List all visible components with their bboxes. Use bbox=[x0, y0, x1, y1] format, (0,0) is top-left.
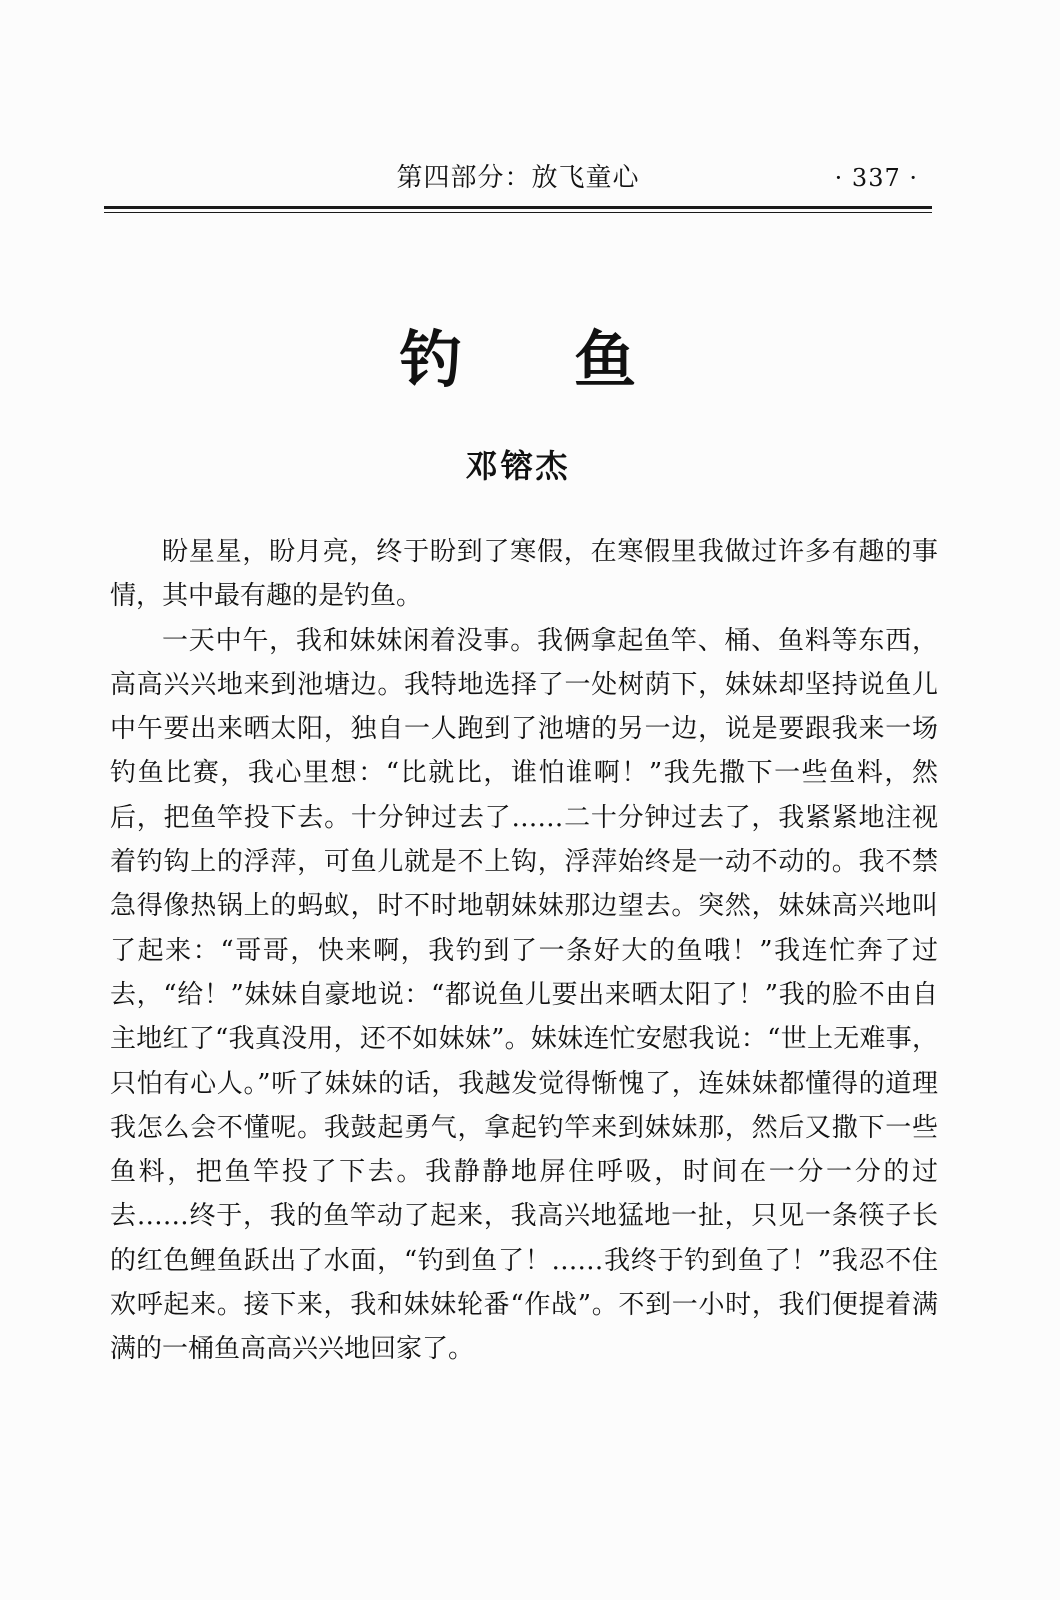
article-body bbox=[110, 530, 938, 1372]
article-title: 钓鱼 bbox=[399, 323, 748, 396]
header-rule-thick bbox=[104, 206, 932, 209]
page-number: · 337 · bbox=[834, 164, 918, 192]
article-author: 邓镕杰 bbox=[465, 447, 571, 485]
paragraph: 盼星星，盼月亮，终于盼到了寒假，在寒假里我做过许多有趣的事情，其中最有趣的是钓鱼。 bbox=[110, 537, 938, 612]
running-header bbox=[104, 160, 932, 196]
header-rule-thin bbox=[104, 212, 932, 213]
section-title: 第四部分：放飞童心 bbox=[396, 163, 640, 193]
paragraph: 一天中午，我和妹妹闲着没事。我俩拿起鱼竿、桶、鱼料等东西，高高兴兴地来到池塘边。我特地选择了一处树荫下，妹妹却坚持说鱼儿中午要出来晒太阳，独自一人跑到了池塘的另一边，说是要跟我来一场钓鱼比赛，我心里想：“比就比，谁怕谁啊！”我先撒下一些鱼料，然后，把鱼竿投下去。十分钟过去了……二十分钟过去了，我紧紧地注视着钓钩上的浮萍，可鱼儿就是不上钩，浮萍始终是一动不动的。我不禁急得像热锅上的蚂蚁，时不时地朝妹妹那边望去。突然，妹妹高兴地叫了起来：“哥哥，快来啊，我钓到了一条好大的鱼哦！”我连忙奔了过去，“给！”妹妹自豪地说：“都说鱼儿要出来晒太阳了！”我的脸不由自主地红了“我真没用，还不如妹妹”。妹妹连忙安慰我说：“世上无难事，只怕有心人。”听了妹妹的话，我越发觉得惭愧了，连妹妹都懂得的道理我怎么会不懂呢。我鼓起勇气，拿起钓竿来到妹妹那，然后又撒下一些鱼料，把鱼竿投了下去。我静静地屏住呼吸，时间在一分一分的过去……终于，我的鱼竿动了起来，我高兴地猛地一扯，只见一条筷子长的红色鲤鱼跃出了水面，“钓到鱼了！……我终于钓到鱼了！”我忍不住欢呼起来。接下来，我和妹妹轮番“作战”。不到一小时，我们便提着满满的一桶鱼高高兴兴地回家了。 bbox=[110, 625, 938, 1365]
